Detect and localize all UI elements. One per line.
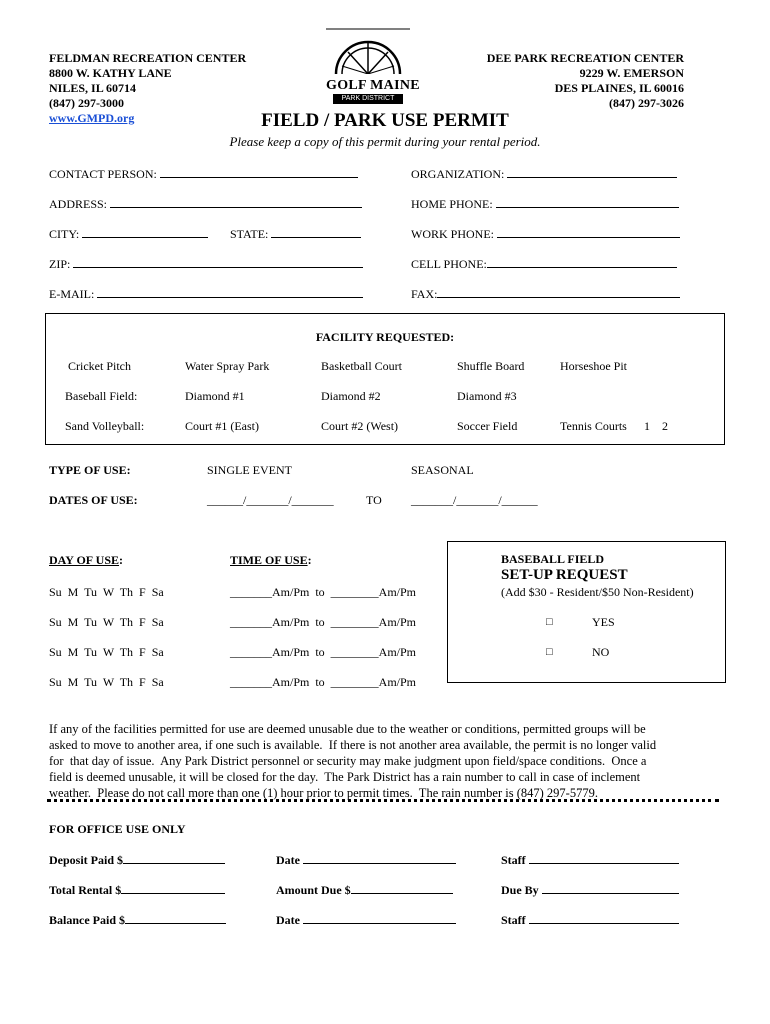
fax-field[interactable]: [411, 286, 680, 302]
amount-due-line[interactable]: [351, 882, 453, 894]
left-street: 8800 W. KATHY LANE: [49, 66, 172, 80]
email-label: E-MAIL:: [49, 287, 95, 301]
deposit-paid-line[interactable]: [123, 852, 225, 864]
address-line[interactable]: [110, 196, 362, 208]
staff-line[interactable]: [529, 852, 679, 864]
date-label: Date: [276, 853, 300, 867]
setup-request-heading: SET-UP REQUEST: [501, 567, 628, 583]
work-phone-line[interactable]: [497, 226, 680, 238]
contact-person-line[interactable]: [160, 166, 358, 178]
organization-field[interactable]: [411, 166, 677, 182]
notice-line: weather. Please do not call more than one (1) hour prior to permit times. The rain number is (847) 297-5779.: [49, 786, 598, 800]
baseball-field-heading: BASEBALL FIELD: [501, 552, 605, 566]
balance-paid-label: Balance Paid $: [49, 913, 126, 927]
right-phone: (847) 297-3026: [609, 96, 684, 110]
date-label: Date: [276, 913, 300, 927]
staff-label: Staff: [501, 853, 526, 867]
single-event-option[interactable]: SINGLE EVENT: [207, 463, 292, 477]
total-rental-label: Total Rental $: [49, 883, 122, 897]
facility-option[interactable]: Court #2 (West): [321, 419, 399, 433]
date-field[interactable]: [276, 852, 456, 868]
organization-label: ORGANIZATION:: [411, 167, 505, 181]
facility-option[interactable]: Water Spray Park: [185, 359, 270, 373]
due-by-line[interactable]: [542, 882, 679, 894]
right-city: DES PLAINES, IL 60016: [554, 81, 684, 95]
right-center-name: DEE PARK RECREATION CENTER: [486, 51, 684, 65]
facility-option[interactable]: Tennis Courts: [560, 419, 627, 433]
right-street: 9229 W. EMERSON: [579, 66, 684, 80]
facility-option[interactable]: Shuffle Board: [457, 359, 525, 373]
day-selector[interactable]: Su M Tu W Th F Sa: [49, 585, 164, 599]
day-of-use-colon: :: [119, 553, 124, 567]
state-field[interactable]: [230, 226, 361, 242]
home-phone-field[interactable]: [411, 196, 679, 212]
home-phone-label: HOME PHONE:: [411, 197, 493, 211]
time-field[interactable]: _______Am/Pm to ________Am/Pm: [230, 615, 417, 629]
staff-field[interactable]: [501, 912, 679, 928]
home-phone-line[interactable]: [496, 196, 679, 208]
website-link[interactable]: www.GMPD.org: [49, 111, 135, 125]
date-line[interactable]: [303, 852, 456, 864]
balance-paid-field[interactable]: [49, 912, 226, 928]
city-label: CITY:: [49, 227, 80, 241]
no-checkbox[interactable]: □: [546, 646, 553, 658]
time-of-use-text: TIME OF USE: [230, 553, 308, 567]
facility-option[interactable]: Diamond #2: [321, 389, 381, 403]
email-line[interactable]: [97, 286, 363, 298]
yes-label: YES: [592, 615, 615, 629]
balance-paid-line[interactable]: [125, 912, 226, 924]
city-field[interactable]: [49, 226, 208, 242]
amount-due-label: Amount Due $: [276, 883, 351, 897]
facility-heading: FACILITY REQUESTED:: [315, 330, 455, 344]
date-line[interactable]: [303, 912, 456, 924]
fax-label: FAX:: [411, 287, 438, 301]
left-phone: (847) 297-3000: [49, 96, 124, 110]
notice-line: field is deemed unusable, it will be closed for the day. The Park District has a rain number to call in case of inclement: [49, 770, 641, 784]
state-label: STATE:: [230, 227, 269, 241]
start-date-field[interactable]: ______/_______/_______: [207, 493, 334, 507]
fax-line[interactable]: [437, 286, 680, 298]
work-phone-label: WORK PHONE:: [411, 227, 494, 241]
to-label: TO: [366, 493, 382, 507]
facility-row-label: Baseball Field:: [65, 389, 138, 403]
tennis-court-2[interactable]: 2: [662, 419, 668, 433]
time-field[interactable]: _______Am/Pm to ________Am/Pm: [230, 675, 417, 689]
amount-due-field[interactable]: [276, 882, 453, 898]
deposit-paid-field[interactable]: [49, 852, 225, 868]
facility-option[interactable]: Soccer Field: [457, 419, 518, 433]
page-subtitle: Please keep a copy of this permit during your rental period.: [229, 134, 541, 149]
state-line[interactable]: [271, 226, 361, 238]
dates-of-use-label: DATES OF USE:: [49, 493, 138, 507]
facility-option[interactable]: Basketball Court: [321, 359, 402, 373]
facility-option[interactable]: Diamond #3: [457, 389, 517, 403]
facility-option[interactable]: Horseshoe Pit: [560, 359, 627, 373]
notice-line: asked to move to another area, if one such is available. If there is not another area available, the permit is no longer valid: [49, 738, 657, 752]
work-phone-field[interactable]: [411, 226, 680, 242]
facility-option[interactable]: Court #1 (East): [185, 419, 259, 433]
time-field[interactable]: _______Am/Pm to ________Am/Pm: [230, 645, 417, 659]
page-title: FIELD / PARK USE PERMIT: [261, 110, 509, 131]
cell-phone-label: CELL PHONE:: [411, 257, 487, 271]
cell-phone-field[interactable]: [411, 256, 677, 272]
left-center-name: FELDMAN RECREATION CENTER: [49, 51, 247, 65]
end-date-field[interactable]: _______/_______/______: [411, 493, 538, 507]
notice-line: If any of the facilities permitted for use are deemed unusable due to the weather or conditions, permitted groups will be: [49, 722, 646, 736]
facility-row-label: Sand Volleyball:: [65, 419, 145, 433]
yes-checkbox[interactable]: □: [546, 616, 553, 628]
day-selector[interactable]: Su M Tu W Th F Sa: [49, 615, 164, 629]
day-selector[interactable]: Su M Tu W Th F Sa: [49, 645, 164, 659]
zip-field[interactable]: [49, 256, 363, 272]
office-use-heading: FOR OFFICE USE ONLY: [49, 822, 186, 836]
arch-window-icon: [326, 28, 410, 74]
tennis-court-1[interactable]: 1: [644, 419, 650, 433]
day-selector[interactable]: Su M Tu W Th F Sa: [49, 675, 164, 689]
total-rental-field[interactable]: [49, 882, 225, 898]
date-field[interactable]: [276, 912, 456, 928]
facility-option[interactable]: Cricket Pitch: [68, 359, 131, 373]
no-label: NO: [592, 645, 610, 659]
address-field[interactable]: [49, 196, 362, 212]
left-city: NILES, IL 60714: [49, 81, 137, 95]
staff-label: Staff: [501, 913, 526, 927]
organization-line[interactable]: [507, 166, 677, 178]
total-rental-line[interactable]: [121, 882, 225, 894]
address-label: ADDRESS:: [49, 197, 108, 211]
day-of-use-heading: [49, 553, 123, 568]
deposit-paid-label: Deposit Paid $: [49, 853, 124, 867]
contact-person-field[interactable]: [49, 166, 358, 182]
facility-option[interactable]: Diamond #1: [185, 389, 245, 403]
time-of-use-colon: :: [307, 553, 312, 567]
golf-maine-logo: [326, 28, 420, 104]
staff-field[interactable]: [501, 852, 679, 868]
zip-label: ZIP:: [49, 257, 71, 271]
day-of-use-text: DAY OF USE: [49, 553, 120, 567]
time-field[interactable]: _______Am/Pm to ________Am/Pm: [230, 585, 417, 599]
notice-line: for that day of issue. Any Park District personnel or security may make judgment upon field/space conditions. Once a: [49, 754, 647, 768]
setup-fee-note: (Add $30 - Resident/$50 Non-Resident): [501, 585, 694, 599]
seasonal-option[interactable]: SEASONAL: [411, 463, 474, 477]
cell-phone-line[interactable]: [487, 256, 677, 268]
logo-sub: PARK DISTRICT: [333, 94, 403, 104]
email-field[interactable]: [49, 286, 363, 302]
city-line[interactable]: [82, 226, 208, 238]
contact-person-label: CONTACT PERSON:: [49, 167, 157, 181]
right-address-block: [487, 51, 684, 111]
zip-line[interactable]: [73, 256, 363, 268]
due-by-label: Due By: [501, 883, 539, 897]
staff-line[interactable]: [529, 912, 679, 924]
type-of-use-label: TYPE OF USE:: [49, 463, 131, 477]
logo-name: GOLF MAINE: [326, 78, 420, 93]
time-of-use-heading: [230, 553, 312, 568]
due-by-field[interactable]: [501, 882, 679, 898]
dotted-divider: [47, 799, 719, 802]
